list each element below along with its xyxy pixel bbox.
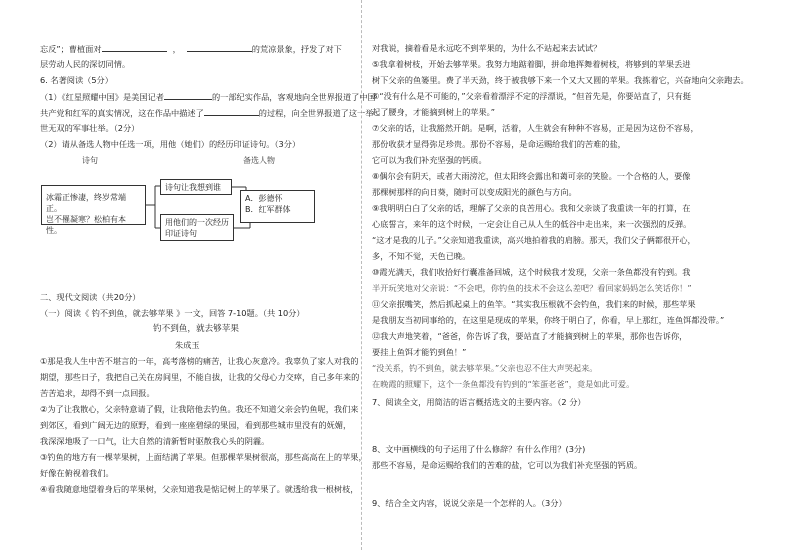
right-para-line: ⑪父亲抿嘴笑，然后抓起桌上的鱼竿。“其实我压根就不会钓鱼，我们来的时候，那些苹果 [372, 299, 696, 309]
option-a: A．彭德怀 [245, 194, 283, 203]
right-para-line: 那棵树那样的向日葵，随时可以变成阳光的颜色与方向。 [372, 187, 577, 197]
article-author: 朱成玉 [175, 340, 200, 350]
left-para-line: ④看我随意地望着身后的苹果树，父亲知道我是惦记树上的苹果了。就透给我一根树枝， [40, 484, 359, 494]
right-para-line: 多，不知不觉，天色已晚。 [372, 251, 471, 261]
line1-prefix: 忘反”；曹植面对 [40, 44, 102, 54]
left-para-line: 好像在俯视着我们。 [40, 468, 114, 478]
right-para-line: 在晚霞的照耀下，这个一条鱼都没有钓到的“笨蛋老爸”，竟是如此可爱。 [372, 379, 635, 389]
right-para-line: ⑨我明明白白了父亲的话，理解了父亲的良苦用心。我和父亲谈了我重读一年的打算，在 [372, 203, 691, 213]
option-b: B．红军群体 [245, 205, 291, 214]
middle-top-box: 诗句让我想到谁 [160, 179, 232, 195]
right-para-line: 半开玩笑地对父亲说：“不会吧，你钓鱼的技术不会这么差吧？看回家妈妈怎么笑话你！” [372, 283, 692, 293]
right-para-line: “没关系，钓不到鱼，就去够苹果。”父亲也忍不住大声哭起来。 [372, 363, 598, 373]
right-para-line: ⑫我大声地笑着，“爸爸，你告诉了我，要站直了才能摘到树上的苹果，那你也告诉你， [372, 331, 688, 341]
right-para-line: 树下父亲的鱼篓里。费了半天劲，终于被我够下来一个又大又圆的苹果。我拣着它，兴奋地向父亲跑去。 [372, 75, 749, 85]
section2-sub: （一）阅读《 钓不到鱼，就去够苹果 》一文，回答 7-10题。（共 10分） [40, 308, 305, 318]
poem-box-line-1: 冰霜正惨凄，终岁常端正。 [46, 193, 126, 213]
article-title: 钓不到鱼，就去够苹果 [153, 324, 239, 334]
right-para-line: 那份收获才显得弥足珍贵。那份不容易，是命运赐给我们的苦难的盐， [372, 139, 626, 149]
question-7: 7、阅读全文，用简洁的语言概括选文的主要内容。（2 分） [372, 397, 586, 407]
q6-1c: 共产党和红军的真实情况，这在作品中描述了 [40, 108, 204, 118]
question-8: 8、文中画横线的句子运用了什么修辞？有什么作用？(3分) [372, 444, 586, 454]
q6-1d: 的过程，向全世界报道了这一举 [258, 108, 374, 118]
diagram-col-left: 诗句 [82, 156, 98, 165]
question-9: 9、结合全文内容，说说父亲是一个怎样的人。（3分） [372, 498, 567, 508]
left-para-line: ③钓鱼的地方有一棵苹果树，上面结满了苹果。但那棵苹果树很高，那些高高在上的苹果， [40, 452, 367, 462]
poem-box-line-2: 岂不罹凝寒？松柏有本性。 [46, 215, 126, 235]
right-para-line: ⑤我拿着树枝，开始去够苹果。我努力地踮着脚，拼命地挥舞着树枝，将够到的苹果丢进 [372, 59, 691, 69]
q6-part1-line3: 世无双的军事壮举。（2分） [40, 123, 140, 133]
poem-line-2: 层劳动人民的深切同情。 [40, 59, 131, 69]
line1-suffix: 的荒凉景象，抒发了对下 [251, 44, 342, 54]
left-para-line: 我深深地吸了一口气，让大自然的清新暂时驱散我心头的阴霾。 [40, 436, 270, 446]
middle-bottom-line-2: 印证诗句 [165, 229, 197, 238]
diagram-col-right: 备选人物 [243, 156, 275, 165]
right-para-line: ⑥“没有什么是不可能的，”父亲看着漂浮不定的浮漂说，“但首先是，你要站直了，只有挺 [372, 91, 691, 101]
left-para-line: 苦苦追求，却得不到一点回报。 [40, 388, 155, 398]
right-para-line: “这才是我的儿子。”父亲知道我重读，高兴地拍着我的肩膀。那天，我们父子俩都很开心， [372, 235, 696, 245]
right-para-line: ⑩霞光满天，我们收拾好行囊准备回城，这个时候我才发现，父亲一条鱼都没有钓到。我 [372, 267, 691, 277]
right-para-line: 要挂上鱼饵才能钓到鱼！” [372, 347, 467, 357]
right-para-line: 起了腰身，才能摘到树上的苹果。” [372, 107, 495, 117]
left-para-line: ②为了让我散心，父亲特意请了假，让我陪他去钓鱼。我还不知道父亲会钓鱼呢，我们来 [40, 404, 359, 414]
q6-part2: （2）请从备选人物中任选一项，用他（她们）的经历印证诗句。（3分） [40, 139, 301, 149]
right-para-line: ⑦父亲的话，让我豁然开朗。是啊，活着，人生就会有种种不容易，正是因为这份不容易， [372, 123, 699, 133]
q6-1a: （1）《红星照耀中国》是美国记者 [40, 92, 164, 102]
left-para-line: 期望，那些日子，我把自己关在房间里，不能自拔，让我的父母心力交瘁，自己多年来的 [40, 372, 360, 382]
line1-mid: ， [172, 44, 181, 54]
middle-bottom-line-1: 用他们的一次经历 [165, 218, 229, 227]
right-para-line: ⑧偶尔会有阴天，或者大雨滂沱，但太阳终会露出和蔼可亲的笑脸。一个合格的人，要像 [372, 171, 691, 181]
q6-1b: 的一部纪实作品，客观地向全世界报道了中国 [211, 92, 376, 102]
q6-title: 6. 名著阅读（5分） [40, 75, 113, 85]
question-8-quote: 那些不容易，是命运赐给我们的苦难的盐，它可以为我们补充坚强的钙质。 [372, 460, 643, 470]
left-para-line: ①那是我人生中苦不堪言的一年，高考落榜的痛苦，让我心灰意冷。我辜负了家人对我的 [40, 356, 359, 366]
right-para-line: 对我说，摘着看是永远吃不到苹果的，为什么不站起来去试试？ [372, 43, 602, 53]
right-para-line: 心底誓言，来年的这个时候，一定会让自己从人生的低谷中走出来，来一次强烈的反弹。 [372, 219, 692, 229]
section2-title: 二、现代文阅读（共20分） [40, 292, 141, 302]
left-para-line: 到郊区，看到广阔无边的原野，看到一座座碧绿的果园，看到那些城市里没有的妩媚， [40, 420, 352, 430]
right-para-line: 是我朋友当初同事给的，在这里是现成的苹果，你终于明白了，你看，早上那红，连鱼饵都没带。” [372, 315, 725, 325]
right-para-line: 它可以为我们补充坚强的钙质。 [372, 155, 487, 165]
